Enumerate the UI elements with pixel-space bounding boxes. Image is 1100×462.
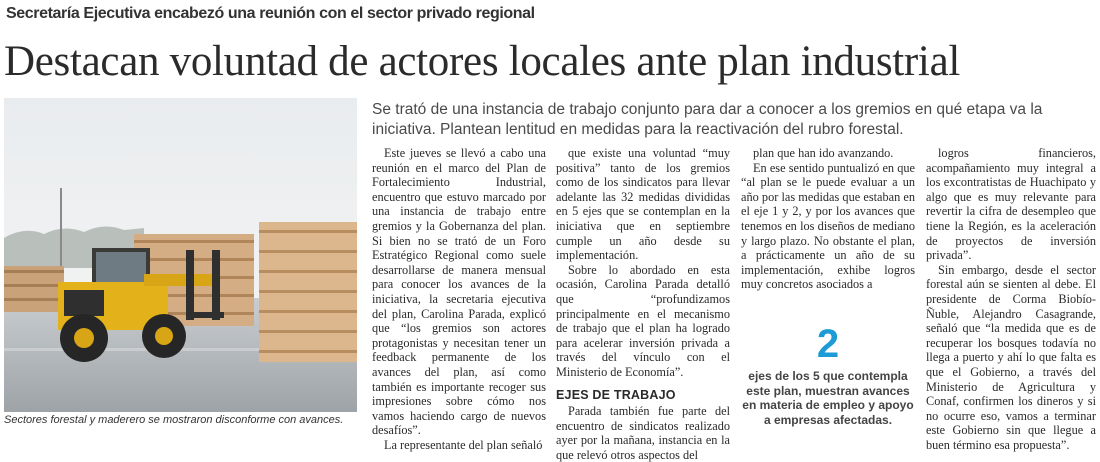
paragraph: Sobre lo abordado en esta ocasión, Carolina Parada detalló que “profundizamos principalmente en el mecanismo de trabajo que el plan ha logrado para acelerar inversión privada a través del vínculo con el Ministerio de Economía”. — [556, 262, 730, 379]
body-column-1 — [372, 146, 546, 452]
article-photo — [4, 98, 357, 412]
paragraph: que existe una voluntad “muy positiva” tanto de los gremios como de los sindicatos para llevar adelante las 32 medidas divididas en 5 ejes que se contemplan en la iniciativa que en septiembre cumple un año desde su implementación. — [556, 146, 730, 263]
paragraph: Este jueves se llevó a cabo una reunión en el marco del Plan de Fortalecimiento Industrial, encuentro que estuvo marcado por una instancia de trabajo entre gremios y la Gobernanza del plan. Si bien no se trató de un Foro Estratégico Regional como suele desarrollarse de manera mensual para conocer los avances de la iniciativa, la secretaria ejecutiva del plan, Carolina Parada, explicó que “los gremios son actores protagonistas y necesitan tener un feedback permanente de los avances del plan, así como también es importante recoger sus impresiones sobre cómo nos vamos haciendo cargo de nuevos desafíos”. — [372, 146, 546, 438]
callout-number: 2 — [816, 322, 840, 366]
paragraph: Parada también fue parte del encuentro de sindicatos realizado ayer por la mañana, instancia en la que relevó otros aspectos del — [556, 404, 730, 462]
article-headline: Destacan voluntad de actores locales ante plan industrial — [4, 38, 961, 85]
paragraph: En ese sentido puntualizó en que “al plan se le puede evaluar a un año por las medidas que estaban en el eje 1 y 2, y por los avances que tenemos en los diseños de mediano y largo plazo. No obstante el plan, a prácticamente un año de su implementación, exhibe logros muy concretos asociados a — [741, 160, 915, 292]
paragraph: logros financieros, acompañamiento muy integral a los excontratistas de Huachipato y algo que es muy relevante para revertir la cifra de desempleo que tiene la Región, es la aceleración de proyectos de inversión privada”. — [926, 146, 1096, 263]
photo-caption: Sectores forestal y maderero se mostraron disconforme con avances. — [4, 414, 344, 426]
body-column-3 — [741, 146, 915, 442]
paragraph: Sin embargo, desde el sector forestal aún se sienten al debe. El presidente de Corma Biobío-Ñuble, Alejandro Casagrande, señaló que “la medida que es de recuperar los bosques todavía no llega a puerto y ahí lo que falta es que el Gobierno, a través del Ministerio de Agricultura y Conaf, confirmen los dineros y si no ocurre eso, vamos a terminar este Gobierno sin que llegue a buen término esa propuesta”. — [926, 262, 1096, 452]
body-column-2 — [556, 146, 730, 462]
paragraph: La representante del plan señaló — [384, 437, 543, 452]
paragraph: plan que han ido avanzando. — [753, 146, 894, 160]
article-deck: Se trató de una instancia de trabajo conjunto para dar a conocer a los gremios en qué etapa va la iniciativa. Plantean lentitud en medidas para la reactivación del rubro forestal. — [372, 101, 1043, 138]
body-column-4 — [926, 146, 1096, 452]
section-subhead: EJES DE TRABAJO — [556, 387, 676, 402]
article-kicker: Secretaría Ejecutiva encabezó una reunión con el sector privado regional — [6, 5, 535, 22]
callout-text: ejes de los 5 que contempla este plan, muestran avances en materia de empleo y apoyo a empresas afectadas. — [742, 369, 914, 427]
